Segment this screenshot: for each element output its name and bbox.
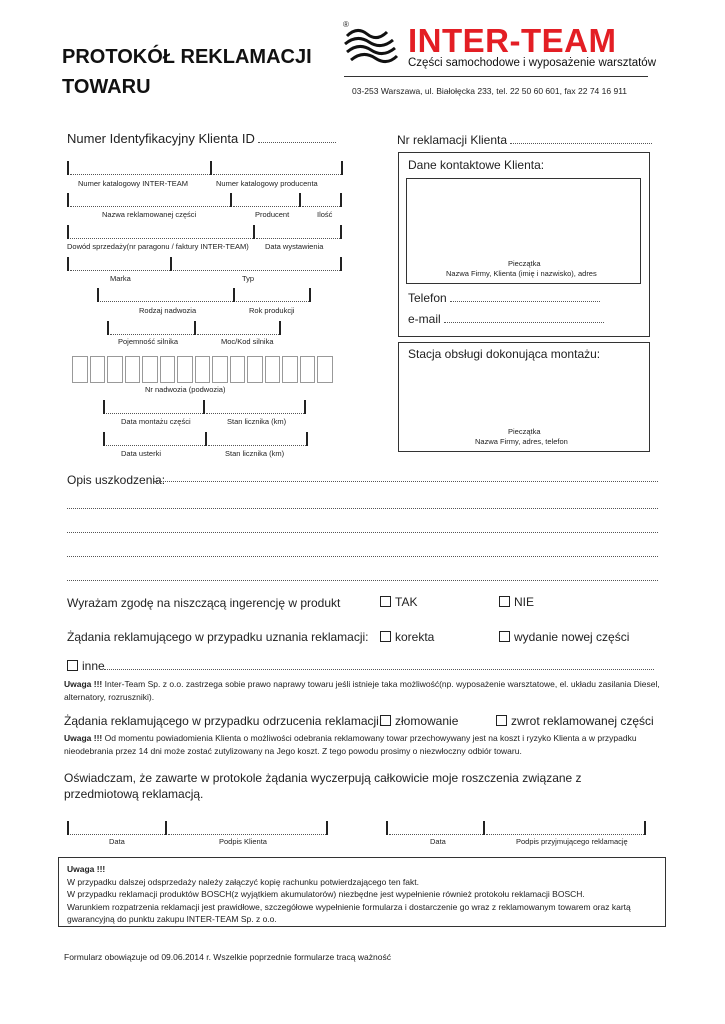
client-date-label: Data xyxy=(109,837,125,846)
accept-other-checkbox[interactable] xyxy=(67,660,78,671)
damage-line-1[interactable] xyxy=(154,470,658,482)
fault-date-label: Data usterki xyxy=(121,449,162,458)
fault-date-input[interactable] xyxy=(106,432,205,446)
catalog-producer-label: Numer katalogowy producenta xyxy=(216,179,318,188)
issue-date-label: Data wystawienia xyxy=(265,242,324,251)
quantity-label: Ilość xyxy=(317,210,333,219)
mount-counter-label: Stan licznika (km) xyxy=(227,417,287,426)
body-type-label: Rodzaj nadwozia xyxy=(139,306,197,315)
part-name-input[interactable] xyxy=(70,193,230,207)
consent-label: Wyrażam zgodę na niszczącą ingerencję w produkt xyxy=(67,596,341,610)
company-address: 03-253 Warszawa, ul. Białołęcka 233, tel. 22 50 60 601, fax 22 74 16 911 xyxy=(352,86,628,96)
footer-warning-box: Uwaga !!! W przypadku dalszej odsprzedaży należy załączyć kopię rachunku potwierdzającego ten fakt. W przypadku reklamacji produktów BOSCH(z wyjątkiem akumulatorów) niezbędne jest wypełnienie również protokołu reklamacji BOSCH. Warunkiem rozpatrzenia reklamacji jest prawidłowe, szczegółowe wypełnienie formularza i dostarczenie go wraz z reklamowanym towarem oraz kartą gwarancyjną do punktu zakupu INTER-TEAM Sp. z o.o. xyxy=(58,857,666,927)
vin-label: Nr nadwozia (podwozia) xyxy=(145,385,226,394)
mount-date-label: Data montażu części xyxy=(121,417,191,426)
damage-line-2[interactable] xyxy=(67,497,658,509)
accept-new-part-option[interactable]: wydanie nowej części xyxy=(499,630,629,644)
engine-power-code-label: Moc/Kod silnika xyxy=(221,337,274,346)
damage-line-5[interactable] xyxy=(67,569,658,581)
damage-line-3[interactable] xyxy=(67,521,658,533)
validity-note: Formularz obowiązuje od 09.06.2014 r. Wszelkie poprzednie formularze tracą ważność xyxy=(64,952,391,962)
fault-counter-label: Stan licznika (km) xyxy=(225,449,285,458)
brand-tagline: Części samochodowe i wyposażenie warsztatów xyxy=(408,57,656,69)
receiver-date-input[interactable] xyxy=(389,821,483,835)
brand-logo-icon xyxy=(343,22,399,64)
reject-demands-label: Żądania reklamującego w przypadku odrzucenia reklamacji: xyxy=(64,714,383,728)
engine-capacity-label: Pojemność silnika xyxy=(118,337,179,346)
production-year-label: Rok produkcji xyxy=(249,306,295,315)
declaration-text: Oświadczam, że zawarte w protokole żądania wyczerpują całkowicie moje roszczenia związane z przedmiotową reklamacją. xyxy=(64,771,582,801)
proof-of-sale-label: Dowód sprzedaży(nr paragonu / faktury INTER-TEAM) xyxy=(67,242,249,251)
consent-yes-checkbox[interactable] xyxy=(380,596,391,607)
issue-date-input[interactable] xyxy=(256,225,340,239)
station-stamp-desc: Nazwa Firmy, adres, telefon xyxy=(475,437,568,446)
part-name-label: Nazwa reklamowanej części xyxy=(102,210,197,219)
reject-return-option[interactable]: zwrot reklamowanej części xyxy=(496,714,654,728)
producer-label: Producent xyxy=(255,210,290,219)
type-input[interactable] xyxy=(173,257,340,271)
damage-description-label: Opis uszkodzenia: xyxy=(67,473,166,487)
damage-line-4[interactable] xyxy=(67,545,658,557)
receiver-date-label: Data xyxy=(430,837,446,846)
engine-power-code-input[interactable] xyxy=(197,321,279,335)
consent-no-option[interactable]: NIE xyxy=(499,595,534,609)
receiver-signature-label: Podpis przyjmującego reklamację xyxy=(516,837,628,846)
make-input[interactable] xyxy=(70,257,170,271)
client-signature-input[interactable] xyxy=(168,821,326,835)
brand-name: INTER-TEAM xyxy=(408,22,617,59)
station-heading: Stacja obsługi dokonująca montażu: xyxy=(408,347,601,361)
claim-number-field[interactable]: Nr reklamacji Klienta xyxy=(397,133,652,147)
client-date-input[interactable] xyxy=(70,821,165,835)
accept-correction-checkbox[interactable] xyxy=(380,631,391,642)
accept-other-option[interactable]: inne xyxy=(67,659,105,673)
client-stamp-label: Pieczątka xyxy=(508,259,541,268)
client-stamp-desc: Nazwa Firmy, Klienta (imię i nazwisko), adres xyxy=(446,269,597,278)
make-label: Marka xyxy=(110,274,131,283)
consent-no-checkbox[interactable] xyxy=(499,596,510,607)
fault-counter-input[interactable] xyxy=(208,432,306,446)
accept-demands-label: Żądania reklamującego w przypadku uznania reklamacji: xyxy=(67,630,369,644)
body-type-input[interactable] xyxy=(100,288,233,302)
footer-warning-heading: Uwaga !!! xyxy=(67,864,106,874)
station-stamp-label: Pieczątka xyxy=(508,427,541,436)
client-id-field[interactable]: Numer Identyfikacyjny Klienta ID xyxy=(67,131,336,146)
reject-scrap-option[interactable]: złomowanie xyxy=(380,714,458,728)
contact-heading: Dane kontaktowe Klienta: xyxy=(408,158,545,172)
email-field[interactable]: e-mail xyxy=(408,312,604,326)
producer-input[interactable] xyxy=(233,193,299,207)
vin-input-grid[interactable] xyxy=(72,356,342,384)
phone-field[interactable]: Telefon xyxy=(408,291,600,305)
reject-warning-note: Uwaga !!! Od momentu powiadomienia Klienta o możliwości odebrania reklamowany towar przechowywany jest na koszt i ryzyko Klienta a w przypadku nieodebrania przez 14 dni może zostać zutylizowany na Jego koszt. Z tego powodu prosimy o niezwłoczny odbiór towaru. xyxy=(64,733,637,756)
accept-new-part-checkbox[interactable] xyxy=(499,631,510,642)
header-divider xyxy=(344,76,648,77)
catalog-producer-input[interactable] xyxy=(213,161,341,175)
engine-capacity-input[interactable] xyxy=(110,321,194,335)
production-year-input[interactable] xyxy=(236,288,309,302)
receiver-signature-input[interactable] xyxy=(486,821,644,835)
reject-scrap-checkbox[interactable] xyxy=(380,715,391,726)
client-signature-label: Podpis Klienta xyxy=(219,837,267,846)
mount-date-input[interactable] xyxy=(106,400,203,414)
mount-counter-input[interactable] xyxy=(206,400,304,414)
catalog-it-input[interactable] xyxy=(70,161,210,175)
reject-return-checkbox[interactable] xyxy=(496,715,507,726)
accept-warning-note: Uwaga !!! Inter-Team Sp. z o.o. zastrzega sobie prawo naprawy towaru jeśli istnieje taka możliwość(np. wyposażenie warsztatowe, el. układu zasilania Diesel, alternatory, rozruszniki). xyxy=(64,679,660,702)
type-label: Typ xyxy=(242,274,255,283)
consent-yes-option[interactable]: TAK xyxy=(380,595,417,609)
proof-of-sale-input[interactable] xyxy=(70,225,253,239)
accept-correction-option[interactable]: korekta xyxy=(380,630,434,644)
page-title: PROTOKÓŁ REKLAMACJI TOWARU xyxy=(62,46,312,98)
quantity-input[interactable] xyxy=(302,193,340,207)
registered-mark: ® xyxy=(343,20,349,29)
accept-other-input[interactable] xyxy=(104,658,654,670)
catalog-it-label: Numer katalogowy INTER-TEAM xyxy=(78,179,189,188)
